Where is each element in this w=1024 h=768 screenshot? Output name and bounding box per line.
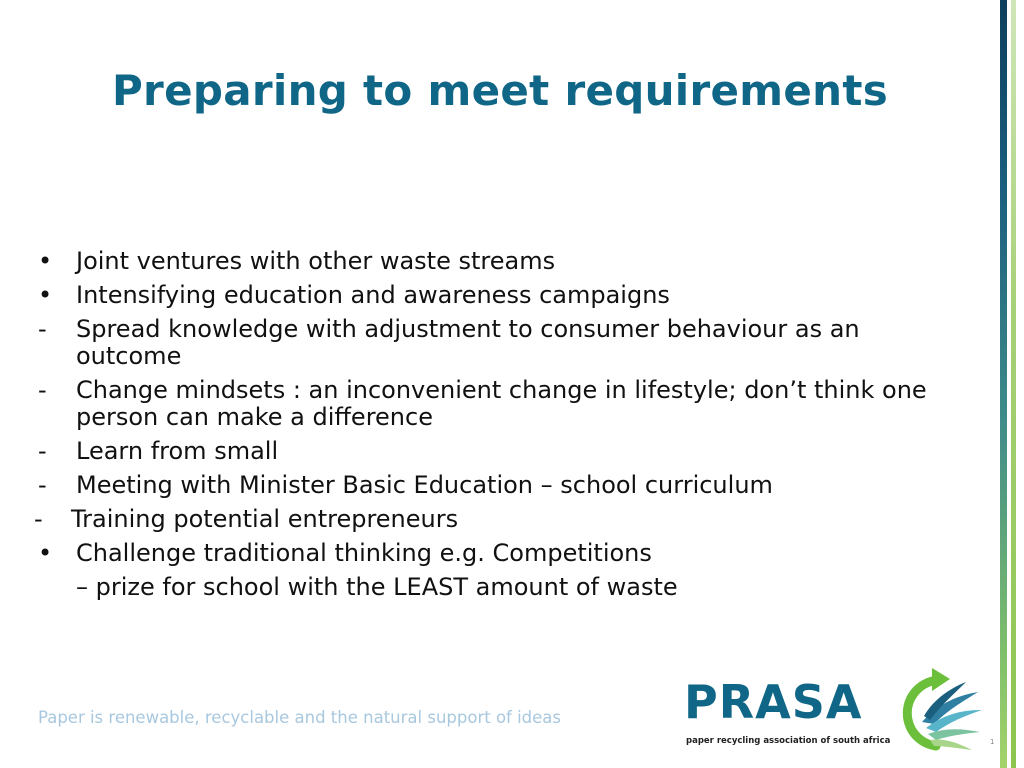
dash-marker: - — [34, 505, 43, 533]
list-item-text: Training potential entrepreneurs — [71, 505, 459, 533]
logo-wordmark: PRASA — [684, 675, 863, 729]
slide-title: Preparing to meet requirements — [111, 66, 889, 115]
list-item-text: Change mindsets : an inconvenient change in lifestyle; don’t think one person can make a difference — [76, 376, 927, 431]
list-item-text: Meeting with Minister Basic Education – school curriculum — [76, 471, 773, 499]
list-item-text: – prize for school with the LEAST amount of waste — [76, 573, 678, 601]
list-item-text: Learn from small — [76, 437, 279, 465]
dash-marker: - — [38, 376, 47, 404]
list-item — [30, 472, 970, 499]
list-item — [30, 282, 970, 309]
footer-tagline: Paper is renewable, recyclable and the natural support of ideas — [38, 708, 562, 727]
bullet-list — [30, 248, 970, 608]
list-item — [30, 438, 970, 465]
page-number: 1 — [990, 738, 995, 746]
list-item — [30, 377, 970, 431]
recycle-arrow-leaf-icon — [892, 666, 984, 752]
list-item — [30, 506, 970, 533]
list-item-text: Challenge traditional thinking e.g. Competitions — [76, 539, 652, 567]
dash-marker: - — [38, 471, 47, 499]
list-item — [30, 248, 970, 275]
list-item-text: Spread knowledge with adjustment to consumer behaviour as an outcome — [76, 315, 860, 370]
bullet-marker: • — [38, 247, 53, 275]
list-item — [30, 540, 970, 567]
list-item — [30, 316, 970, 370]
prasa-logo — [684, 666, 984, 758]
dash-marker: - — [38, 315, 47, 343]
edge-accent-bar — [1000, 0, 1007, 768]
list-item-text: Joint ventures with other waste streams — [76, 247, 556, 275]
list-item-text: Intensifying education and awareness campaigns — [76, 281, 670, 309]
edge-accent-bar-green — [1011, 0, 1016, 768]
bullet-marker: • — [38, 539, 53, 567]
logo-subtitle: paper recycling association of south africa — [686, 736, 891, 746]
list-item-sub — [30, 574, 970, 601]
dash-marker: - — [38, 437, 47, 465]
bullet-marker: • — [38, 281, 53, 309]
